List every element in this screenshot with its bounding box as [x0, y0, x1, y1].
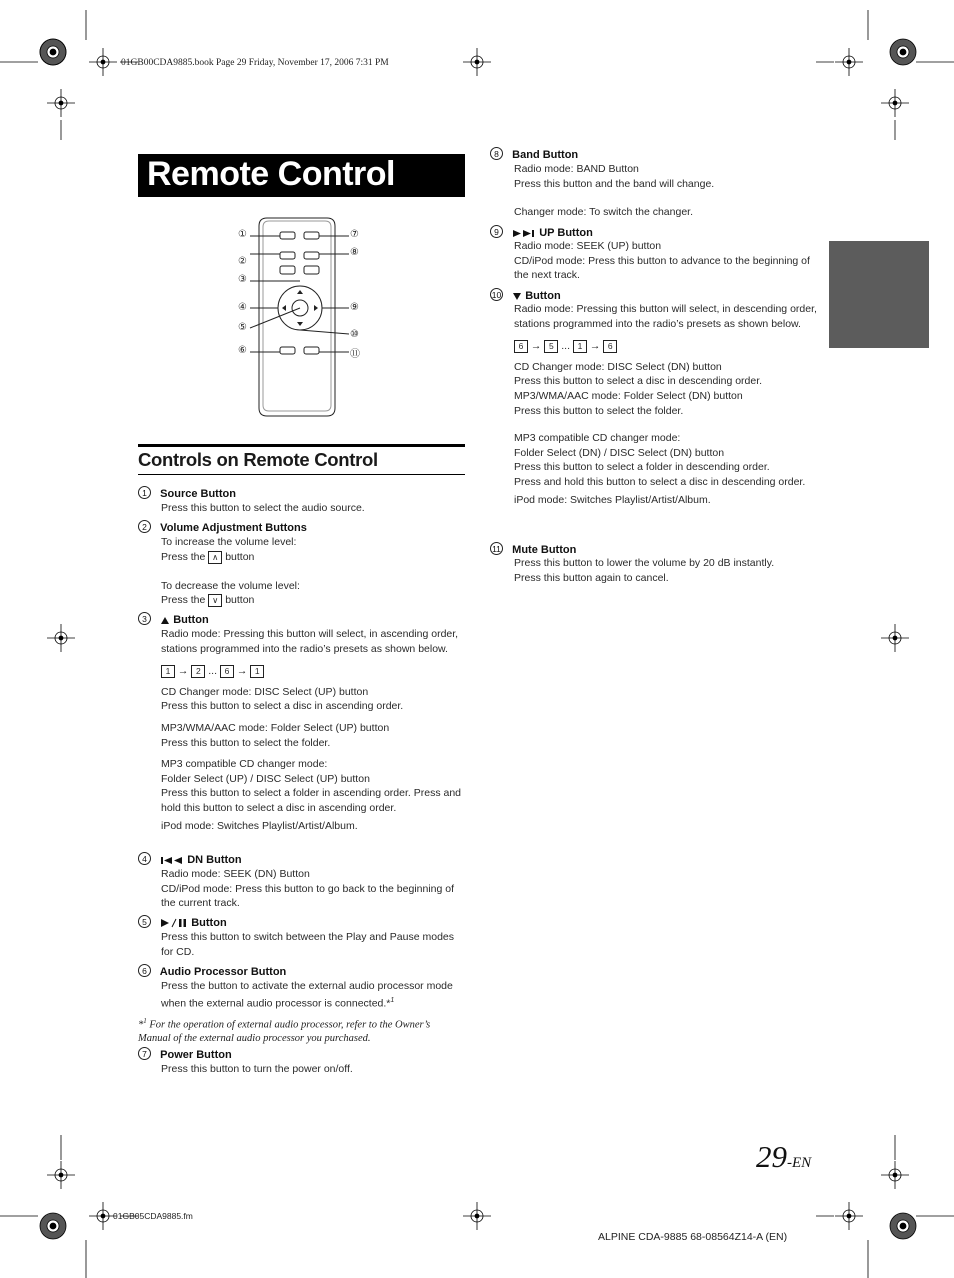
body-line: Press this button to turn the power on/off.: [161, 1063, 353, 1075]
callout-8: ⑧: [350, 247, 359, 258]
item-title: Power Button: [160, 1049, 232, 1061]
arrow: →: [589, 340, 601, 353]
body-line: MP3/WMA/AAC mode: Folder Select (DN) button: [514, 389, 743, 402]
item-heading: [490, 542, 576, 556]
registration-starburst-icon: [890, 1213, 916, 1239]
footnote-mark: *: [138, 1019, 144, 1031]
page-number: [756, 1139, 811, 1175]
footer-file: 01GB05CDA9885.fm: [113, 1211, 193, 1221]
arrow: →: [177, 665, 189, 678]
footnote-sup: 1: [143, 1017, 147, 1025]
item-number: 10: [491, 290, 502, 300]
body-line: Radio mode: Pressing this button will select, in descending order, stations programmed into the radio’s presets as shown below.: [514, 303, 817, 330]
callout-2: ②: [238, 256, 247, 267]
crosshair-icon: [881, 89, 909, 117]
body-line: Press the: [161, 594, 206, 607]
body-line: MP3 compatible CD changer mode:: [161, 758, 328, 771]
preset-key: 1: [573, 340, 587, 353]
item-body: [161, 501, 465, 516]
body-line: MP3 compatible CD changer mode:: [514, 432, 681, 445]
callout-9: ⑨: [350, 302, 359, 313]
source-button: [280, 232, 295, 239]
body-line: Radio mode: BAND Button: [514, 163, 639, 175]
preset-key: 6: [514, 340, 528, 353]
body-line: Radio mode: Pressing this button will select, in ascending order, stations programmed into the radio’s presets as shown below.: [161, 628, 459, 655]
down-triangle-icon: [512, 292, 522, 301]
footnote: [138, 1015, 463, 1046]
item-body: [161, 867, 461, 911]
item-title: DN Button: [187, 854, 242, 866]
body-line: Press this button to switch between the Play and Pause modes for CD.: [161, 931, 455, 958]
registration-starburst-icon: [40, 39, 66, 65]
registration-starburst-icon: [40, 1213, 66, 1239]
mute-button: [304, 347, 319, 354]
body-line: button: [225, 594, 255, 607]
crosshair-icon: [835, 48, 863, 76]
remote-control-diagram: [232, 214, 372, 420]
page-title: Remote Control: [147, 155, 395, 193]
registration-starburst-icon: [890, 39, 916, 65]
item-title: Button: [173, 614, 209, 626]
body-line: Press this button to select the folder.: [161, 736, 331, 749]
page-title-bar: [138, 154, 465, 197]
body-line: Press the button to activate the external audio processor mode when the external audio processor is connected.*: [161, 980, 453, 1010]
footnote-text: For the operation of external audio processor, refer to the Owner’s Manual of the external audio processor you purchased.: [138, 1019, 431, 1044]
audio-processor-button: [280, 347, 295, 354]
callout-3: ③: [238, 274, 247, 285]
body-line: iPod mode: Switches Playlist/Artist/Album.: [514, 493, 711, 506]
crosshair-icon: [89, 48, 117, 76]
item-body: [514, 239, 819, 283]
body-line: Press this button to select a disc in ascending order.: [161, 700, 404, 713]
arrow: →: [530, 340, 542, 353]
body-line: CD Changer mode: DISC Select (DN) button: [514, 360, 722, 373]
item-number: 3: [138, 612, 151, 625]
body-line: CD/iPod mode: Press this button to advance to the beginning of the next track.: [514, 254, 810, 282]
body-line: Press this button and the band will change.: [514, 177, 715, 190]
body-line: Press this button to select the folder.: [514, 404, 684, 417]
callout-4: ④: [238, 302, 247, 313]
body-line: To increase the volume level:: [161, 536, 297, 548]
item-body: [161, 627, 465, 833]
play-pause-icon: [160, 918, 188, 928]
body-line: CD Changer mode: DISC Select (UP) button: [161, 685, 369, 698]
item-heading: [138, 1047, 232, 1061]
item-body: [514, 162, 819, 220]
print-header: 01GB00CDA9885.book Page 29 Friday, November 17, 2006 7:31 PM: [121, 58, 389, 68]
item-number: 6: [138, 964, 151, 977]
preset-key: 2: [191, 665, 205, 678]
item-number: 1: [138, 486, 151, 499]
body-line: MP3/WMA/AAC mode: Folder Select (UP) button: [161, 721, 390, 734]
body-line: Press this button again to cancel.: [514, 571, 669, 584]
callout-10: ⑩: [350, 329, 359, 340]
item-body: [161, 535, 465, 608]
item-heading: [138, 915, 227, 929]
body-line: Press the: [161, 550, 206, 563]
preset-key: 6: [220, 665, 234, 678]
body-line: iPod mode: Switches Playlist/Artist/Album.: [161, 819, 358, 832]
body-line: Press this button to select a folder in ascending order. Press and hold this button to select a disc in ascending order.: [161, 787, 462, 814]
footer-model: ALPINE CDA-9885 68-08564Z14-A (EN): [598, 1231, 788, 1243]
body-line: Changer mode: To switch the changer.: [514, 206, 693, 219]
callout-6: ⑥: [238, 345, 247, 356]
power-button: [304, 232, 319, 239]
callout-11: ⑪: [350, 349, 360, 360]
item-title: Button: [191, 917, 227, 929]
item-body: [514, 302, 819, 507]
item-body: [161, 1062, 465, 1077]
item-heading: [490, 225, 593, 239]
body-line: Press this button to select the audio source.: [161, 502, 365, 514]
item-number: 5: [138, 915, 151, 928]
item-heading: [138, 486, 236, 500]
item-heading: [138, 852, 242, 866]
item-number: 4: [138, 852, 151, 865]
remote-body: [259, 218, 335, 416]
section-rule: [138, 444, 465, 447]
crosshair-icon: [463, 1202, 491, 1230]
item-title: Audio Processor Button: [159, 966, 287, 978]
preset-sequence: [161, 664, 465, 679]
body-line: Press this button to lower the volume by 20 dB instantly.: [514, 557, 775, 569]
item-title: Source Button: [160, 488, 236, 500]
volume-down-key: ∨: [208, 594, 222, 607]
preset-key: 1: [250, 665, 264, 678]
body-line: Radio mode: SEEK (UP) button: [514, 240, 662, 252]
section-title: Controls on Remote Control: [138, 449, 378, 470]
preset-key: 1: [161, 665, 175, 678]
item-heading: [138, 520, 307, 534]
volume-button: [280, 252, 295, 259]
item-title: Mute Button: [512, 544, 577, 556]
crosshair-icon: [47, 624, 75, 652]
preset-key: 6: [603, 340, 617, 353]
arrow: →: [236, 665, 248, 678]
crosshair-icon: [835, 1202, 863, 1230]
up-triangle-icon: [160, 616, 170, 625]
item-heading: [138, 612, 209, 626]
ellipsis: ...: [561, 340, 571, 353]
crosshair-icon: [47, 89, 75, 117]
item-body: [161, 930, 456, 959]
skip-back-icon: [160, 856, 184, 865]
item-title: UP Button: [539, 227, 593, 239]
item-number: 11: [490, 542, 503, 555]
body-line: To decrease the volume level:: [161, 579, 300, 592]
item-title: Button: [525, 290, 561, 302]
volume-up-key: ∧: [208, 551, 222, 564]
page-suffix: -EN: [787, 1155, 812, 1171]
body-line: Press and hold this button to select a disc in descending order.: [514, 475, 806, 488]
crosshair-icon: [881, 1161, 909, 1189]
item-heading: [490, 288, 561, 302]
item-title: Volume Adjustment Buttons: [160, 522, 307, 534]
item-heading: [490, 147, 578, 161]
body-line: Press this button to select a disc in descending order.: [514, 375, 763, 388]
item-number: 2: [138, 520, 151, 533]
callout-7: ⑦: [350, 229, 359, 240]
item-body: [514, 556, 819, 585]
item-title: Band Button: [512, 149, 579, 161]
callout-1: ①: [238, 229, 247, 240]
body-line: Folder Select (DN) / DISC Select (DN) button: [514, 446, 725, 459]
crosshair-icon: [463, 48, 491, 76]
ellipsis: ...: [208, 665, 218, 678]
page-number-value: 29: [756, 1139, 787, 1174]
item-number: 8: [490, 147, 503, 160]
body-line: button: [225, 550, 255, 563]
item-number: 7: [138, 1047, 151, 1060]
item-number: 9: [490, 225, 503, 238]
chapter-tab: [829, 241, 929, 348]
footnote-ref: 1: [390, 996, 395, 1004]
crosshair-icon: [881, 624, 909, 652]
preset-sequence: [514, 339, 819, 354]
callout-5: ⑤: [238, 322, 247, 333]
crosshair-icon: [47, 1161, 75, 1189]
body-line: Press this button to select a folder in descending order.: [514, 461, 770, 474]
item-heading: [138, 964, 286, 978]
item-body: [161, 979, 465, 1011]
body-line: CD/iPod mode: Press this button to go back to the beginning of the current track.: [161, 882, 455, 910]
skip-forward-icon: [512, 229, 536, 238]
preset-key: 5: [544, 340, 558, 353]
band-button: [304, 252, 319, 259]
section-rule: [138, 474, 465, 475]
body-line: Folder Select (UP) / DISC Select (UP) button: [161, 772, 370, 785]
body-line: Radio mode: SEEK (DN) Button: [161, 868, 310, 880]
